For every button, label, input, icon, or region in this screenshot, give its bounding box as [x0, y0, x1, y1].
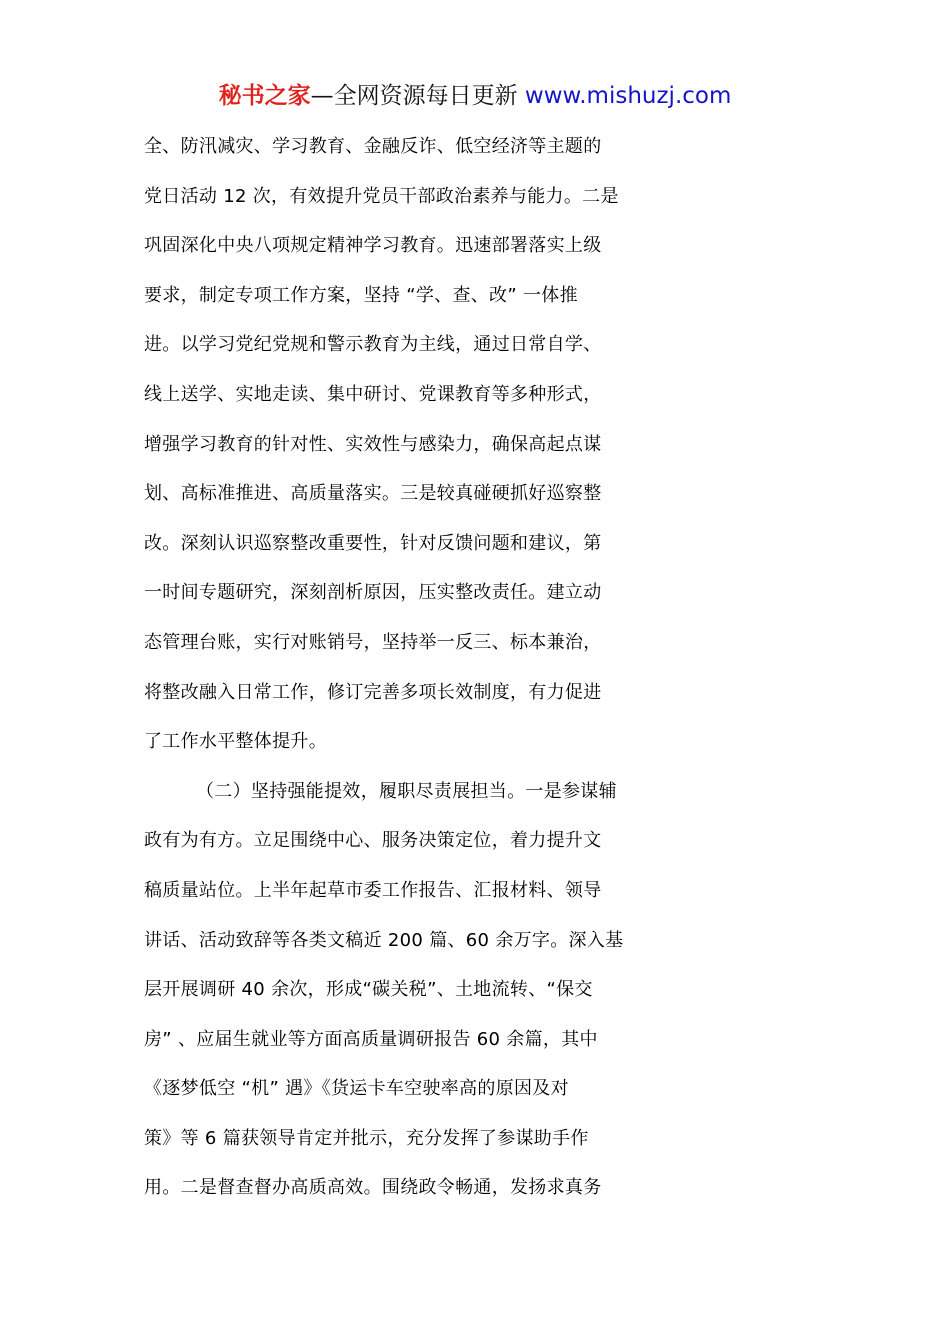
text-line: 巩固深化中央八项规定精神学习教育。迅速部署落实上级 [144, 235, 602, 257]
site-header [0, 80, 950, 112]
text-line: 策》等 6 篇获领导肯定并批示，充分发挥了参谋助手作 [144, 1127, 589, 1149]
site-name: 秘书之家 [218, 83, 311, 109]
text-line: 要求，制定专项工作方案，坚持 “学、查、改” 一体推 [144, 284, 578, 306]
text-line: 进。以学习党纪党规和警示教育为主线，通过日常自学、 [144, 334, 602, 356]
text-line: 层开展调研 40 余次，形成“碳关税”、土地流转、“保交 [144, 979, 593, 1001]
text-line: 增强学习教育的针对性、实效性与感染力，确保高起点谋 [144, 433, 602, 455]
text-line: 态管理台账，实行对账销号，坚持举一反三、标本兼治， [144, 631, 602, 653]
text-line: 一时间专题研究，深刻剖析原因，压实整改责任。建立动 [144, 582, 602, 604]
site-url-link[interactable]: www.mishuzj.com [524, 83, 732, 109]
text-line: 政有为有方。立足围绕中心、服务决策定位，着力提升文 [144, 830, 602, 852]
text-line: 全、防汛减灾、学习教育、金融反诈、低空经济等主题的 [144, 136, 602, 157]
text-line: 改。深刻认识巡察整改重要性，针对反馈问题和建议，第 [144, 532, 602, 554]
text-line: 线上送学、实地走读、集中研讨、党课教育等多种形式， [144, 383, 602, 405]
site-tagline: —全网资源每日更新 [310, 83, 518, 109]
section-heading-line: （二）坚持强能提效，履职尽责展担当。一是参谋辅 [196, 780, 617, 802]
text-line: 《逐梦低空 “机” 遇》《货运卡车空驶率高的原因及对 [144, 1078, 569, 1100]
text-line: 了工作水平整体提升。 [144, 731, 327, 753]
document-body [144, 122, 814, 1213]
text-line: 房” 、应届生就业等方面高质量调研报告 60 余篇，其中 [144, 1028, 598, 1050]
text-line: 稿质量站位。上半年起草市委工作报告、汇报材料、领导 [144, 879, 602, 901]
text-line: 将整改融入日常工作，修订完善多项长效制度，有力促进 [144, 681, 602, 703]
text-line: 划、高标准推进、高质量落实。三是较真碰硬抓好巡察整 [144, 483, 602, 505]
text-line: 用。二是督查督办高质高效。围绕政令畅通，发扬求真务 [144, 1177, 602, 1199]
text-line: 讲话、活动致辞等各类文稿近 200 篇、60 余万字。深入基 [144, 929, 624, 951]
text-line: 党日活动 12 次，有效提升党员干部政治素养与能力。二是 [144, 185, 619, 207]
